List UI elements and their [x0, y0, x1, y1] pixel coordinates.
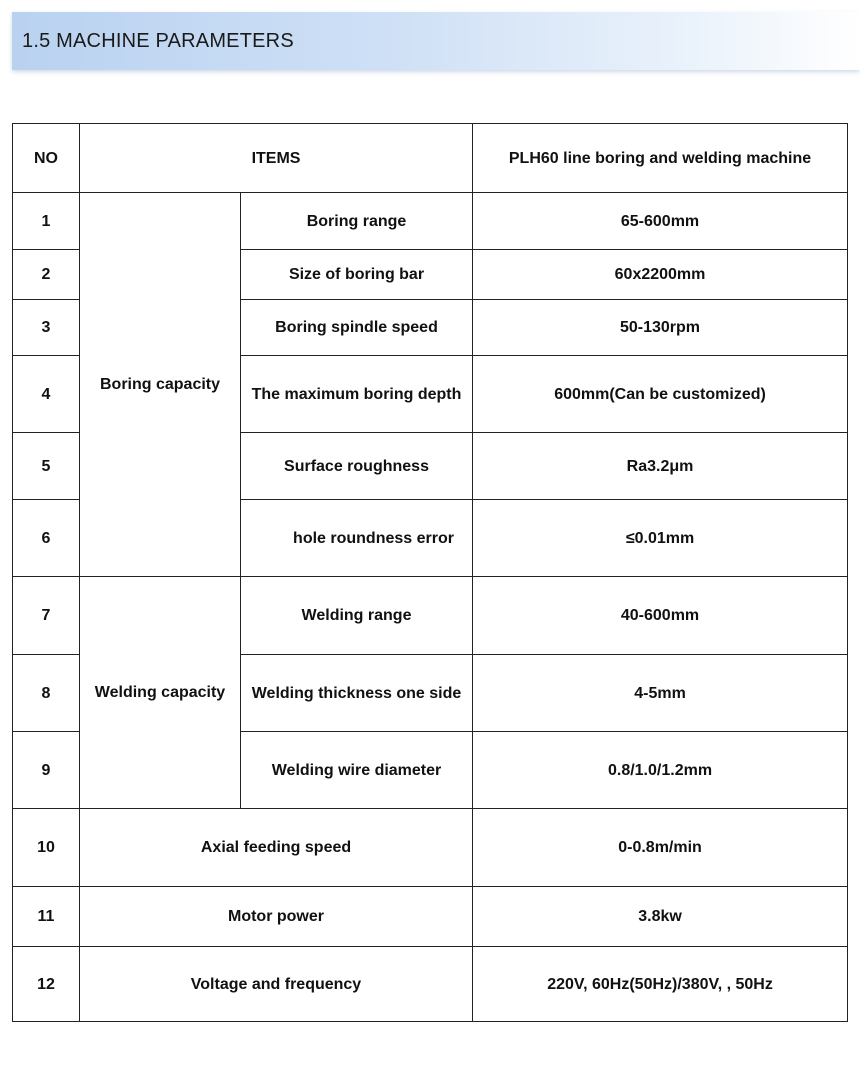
row-item: The maximum boring depth: [241, 356, 473, 433]
row-item: Welding thickness one side: [241, 655, 473, 732]
row-value: 65-600mm: [473, 193, 848, 250]
row-value: ≤0.01mm: [473, 500, 848, 577]
row-item: Voltage and frequency: [80, 947, 473, 1022]
row-no: 7: [13, 577, 80, 655]
group-welding-capacity: Welding capacity: [80, 577, 241, 809]
row-value: 220V, 60Hz(50Hz)/380V, , 50Hz: [473, 947, 848, 1022]
machine-parameters-table: [12, 123, 848, 1022]
table-row: [13, 809, 848, 887]
row-no: 8: [13, 655, 80, 732]
table-row: [13, 947, 848, 1022]
row-value: 50-130rpm: [473, 300, 848, 356]
row-item: Boring range: [241, 193, 473, 250]
section-title: 1.5 MACHINE PARAMETERS: [22, 30, 294, 52]
row-no: 5: [13, 433, 80, 500]
row-no: 9: [13, 732, 80, 809]
row-item: Surface roughness: [241, 433, 473, 500]
row-item: Boring spindle speed: [241, 300, 473, 356]
row-no: 3: [13, 300, 80, 356]
header-items: ITEMS: [80, 124, 473, 193]
row-value: 60x2200mm: [473, 250, 848, 300]
row-value: 3.8kw: [473, 887, 848, 947]
row-value: 40-600mm: [473, 577, 848, 655]
row-item: Welding wire diameter: [241, 732, 473, 809]
row-item: hole roundness error: [241, 500, 473, 577]
header-no: NO: [13, 124, 80, 193]
row-no: 2: [13, 250, 80, 300]
row-value: 0.8/1.0/1.2mm: [473, 732, 848, 809]
row-item: Size of boring bar: [241, 250, 473, 300]
row-item: Motor power: [80, 887, 473, 947]
row-value: 600mm(Can be customized): [473, 356, 848, 433]
row-value: Ra3.2μm: [473, 433, 848, 500]
table-row: [13, 887, 848, 947]
row-no: 11: [13, 887, 80, 947]
table-header-row: [13, 124, 848, 193]
row-no: 10: [13, 809, 80, 887]
table-row: [13, 193, 848, 250]
row-item: Welding range: [241, 577, 473, 655]
row-value: 0-0.8m/min: [473, 809, 848, 887]
section-header-banner: [12, 12, 860, 70]
table-row: [13, 577, 848, 655]
row-value: 4-5mm: [473, 655, 848, 732]
row-no: 6: [13, 500, 80, 577]
row-no: 1: [13, 193, 80, 250]
row-no: 12: [13, 947, 80, 1022]
group-boring-capacity: Boring capacity: [80, 193, 241, 577]
row-no: 4: [13, 356, 80, 433]
header-value: PLH60 line boring and welding machine: [473, 124, 848, 193]
row-item: Axial feeding speed: [80, 809, 473, 887]
